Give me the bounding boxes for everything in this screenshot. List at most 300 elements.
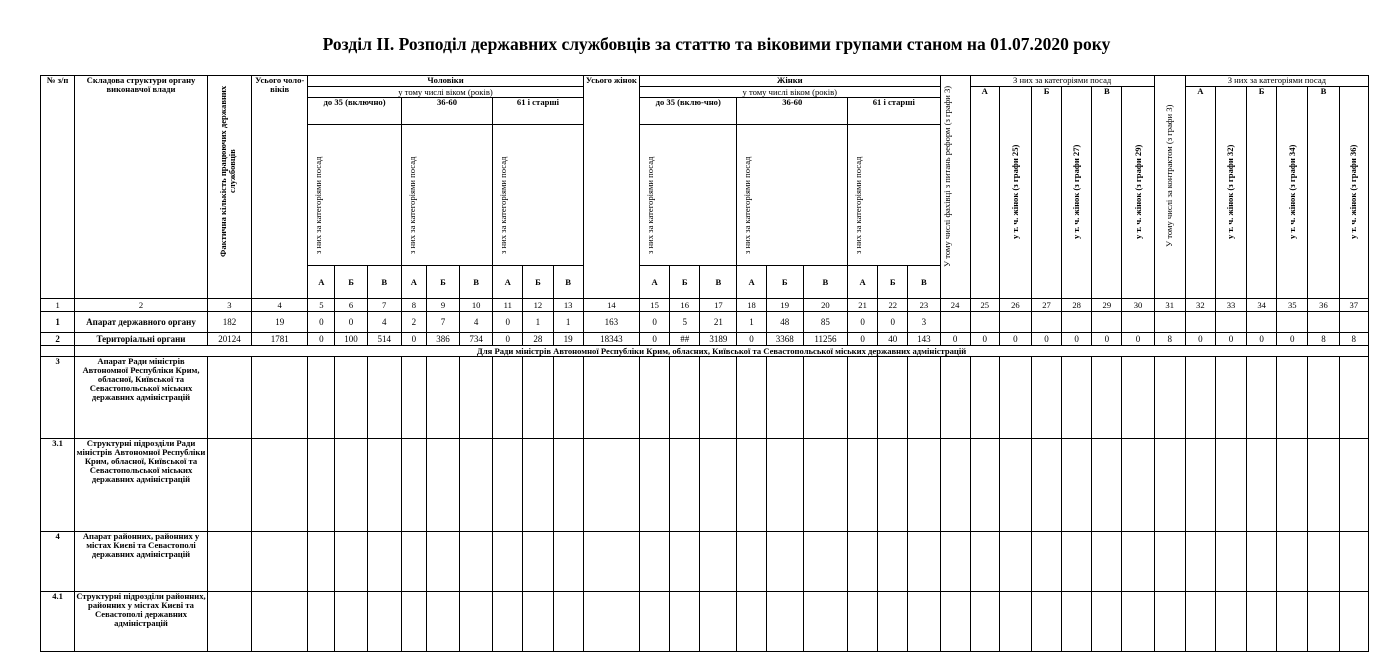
- empty-cell: [1154, 357, 1185, 439]
- empty-cell: [1308, 439, 1339, 532]
- empty-cell: [737, 532, 766, 592]
- empty-cell: [803, 439, 847, 532]
- data-cell: [940, 312, 970, 333]
- empty-cell: [335, 439, 367, 532]
- cat-b: Б: [670, 266, 700, 299]
- empty-cell: [970, 439, 999, 532]
- section-title: Для Ради міністрів Автономної Республіки Крим, обласних, Київської та Севастопольської міських державних адміністрацій: [75, 346, 1369, 357]
- row-num: 1: [41, 312, 75, 333]
- incl-women-36: у т. ч. жінок (з графи 36): [1339, 87, 1368, 299]
- data-cell: [1092, 312, 1122, 333]
- cat-b: Б: [878, 266, 908, 299]
- header-num: № з/п: [41, 76, 75, 299]
- col-num: 14: [583, 299, 639, 312]
- incl-women-27: у т. ч. жінок (з графи 27): [1062, 87, 1092, 299]
- data-cell: 8: [1308, 333, 1339, 346]
- empty-cell: [252, 357, 308, 439]
- data-cell: 3189: [700, 333, 737, 346]
- empty-cell: [308, 592, 335, 652]
- empty-cell: [426, 592, 459, 652]
- empty-cell: [426, 357, 459, 439]
- data-cell: 386: [426, 333, 459, 346]
- empty-cell: [940, 357, 970, 439]
- data-cell: 0: [1122, 333, 1154, 346]
- empty-cell: [401, 592, 426, 652]
- empty-cell: [999, 439, 1031, 532]
- data-cell: 0: [999, 333, 1031, 346]
- data-cell: [1277, 312, 1308, 333]
- empty-cell: [252, 532, 308, 592]
- empty-cell: [1247, 357, 1277, 439]
- empty-cell: [908, 592, 940, 652]
- empty-cell: [940, 532, 970, 592]
- empty-cell: [252, 439, 308, 532]
- empty-cell: [401, 532, 426, 592]
- empty-cell: [583, 439, 639, 532]
- header-women: Жінки: [640, 76, 941, 87]
- empty-cell: [207, 532, 251, 592]
- row-name: Апарат районних, районних у містах Києві та Севастополі державних адміністрацій: [75, 532, 208, 592]
- header-reform-specialists: У тому числі фахівці з питань реформ (з графи 3): [940, 76, 970, 299]
- empty-cell: [460, 439, 493, 532]
- empty-cell: [700, 439, 737, 532]
- empty-cell: [766, 532, 803, 592]
- empty-cell: [207, 357, 251, 439]
- empty-cell: [1277, 592, 1308, 652]
- empty-cell: [553, 592, 583, 652]
- men-36-60-categories: з них за категоріями посад: [401, 125, 492, 266]
- empty-cell: [583, 357, 639, 439]
- col-num: 35: [1277, 299, 1308, 312]
- staff-distribution-table: [40, 75, 1369, 652]
- empty-cell: [1031, 439, 1061, 532]
- empty-cell: [1308, 592, 1339, 652]
- col-num: 28: [1062, 299, 1092, 312]
- col-num: 24: [940, 299, 970, 312]
- empty-cell: [1215, 357, 1246, 439]
- empty-cell: [1154, 439, 1185, 532]
- empty-cell: [335, 532, 367, 592]
- data-cell: 48: [766, 312, 803, 333]
- empty-cell: [848, 592, 878, 652]
- empty-cell: [1185, 357, 1215, 439]
- empty-cell: [583, 532, 639, 592]
- cat-b-col-34: Б: [1247, 87, 1277, 299]
- data-cell: 143: [908, 333, 940, 346]
- empty-cell: [848, 357, 878, 439]
- data-cell: 0: [1092, 333, 1122, 346]
- empty-cell: [1215, 439, 1246, 532]
- empty-cell: [970, 592, 999, 652]
- col-num: 15: [640, 299, 670, 312]
- col-num: 31: [1154, 299, 1185, 312]
- col-num: 36: [1308, 299, 1339, 312]
- cat-a: А: [640, 266, 670, 299]
- empty-cell: [523, 439, 553, 532]
- cat-a: А: [401, 266, 426, 299]
- empty-cell: [1215, 532, 1246, 592]
- row-num: 3.1: [41, 439, 75, 532]
- col-num: 16: [670, 299, 700, 312]
- data-cell: 7: [426, 312, 459, 333]
- men-age-35: до 35 (включно): [308, 98, 401, 125]
- data-cell: 40: [878, 333, 908, 346]
- section-spacer: [41, 346, 75, 357]
- col-num: 13: [553, 299, 583, 312]
- empty-cell: [737, 439, 766, 532]
- row-num: 2: [41, 333, 75, 346]
- empty-cell: [553, 439, 583, 532]
- empty-cell: [1122, 357, 1154, 439]
- data-cell: 11256: [803, 333, 847, 346]
- col-num: 26: [999, 299, 1031, 312]
- empty-cell: [1277, 357, 1308, 439]
- empty-cell: [848, 439, 878, 532]
- empty-cell: [1092, 592, 1122, 652]
- cat-v-col-36: В: [1308, 87, 1339, 299]
- empty-cell: [670, 532, 700, 592]
- table-row: [41, 357, 1369, 439]
- empty-cell: [1247, 532, 1277, 592]
- empty-cell: [1215, 592, 1246, 652]
- table-row: [41, 532, 1369, 592]
- col-num: 30: [1122, 299, 1154, 312]
- empty-cell: [1154, 592, 1185, 652]
- col-num: 7: [367, 299, 401, 312]
- header-actual-count: Фактична кількість працюючих державних службовців: [207, 76, 251, 299]
- empty-cell: [1185, 532, 1215, 592]
- cat-a-col-25: А: [970, 87, 999, 299]
- cat-b: Б: [766, 266, 803, 299]
- empty-cell: [335, 357, 367, 439]
- data-cell: 0: [940, 333, 970, 346]
- empty-cell: [493, 592, 523, 652]
- data-cell: [1247, 312, 1277, 333]
- empty-cell: [1122, 532, 1154, 592]
- empty-cell: [1185, 439, 1215, 532]
- empty-cell: [367, 439, 401, 532]
- empty-cell: [878, 532, 908, 592]
- empty-cell: [940, 592, 970, 652]
- empty-cell: [999, 532, 1031, 592]
- data-cell: 19: [553, 333, 583, 346]
- empty-cell: [1339, 357, 1368, 439]
- header-structure: Складова структури органу виконавчої влади: [75, 76, 208, 299]
- data-cell: 0: [1215, 333, 1246, 346]
- col-num: 19: [766, 299, 803, 312]
- data-cell: [1122, 312, 1154, 333]
- data-cell: 182: [207, 312, 251, 333]
- data-cell: 0: [493, 333, 523, 346]
- empty-cell: [460, 592, 493, 652]
- empty-cell: [766, 439, 803, 532]
- empty-cell: [1062, 532, 1092, 592]
- data-cell: 0: [640, 312, 670, 333]
- empty-cell: [1031, 532, 1061, 592]
- row-name: Апарат Ради міністрів Автономної Республіки Крим, обласної, Київської та Севастопольської міських державних адміністрацій: [75, 357, 208, 439]
- data-cell: 85: [803, 312, 847, 333]
- table-row: [41, 333, 1369, 346]
- data-cell: 0: [1185, 333, 1215, 346]
- empty-cell: [803, 357, 847, 439]
- empty-cell: [460, 532, 493, 592]
- data-cell: [1031, 312, 1061, 333]
- data-cell: 0: [970, 333, 999, 346]
- data-cell: [1215, 312, 1246, 333]
- empty-cell: [640, 532, 670, 592]
- col-num: 20: [803, 299, 847, 312]
- incl-women-34: у т. ч. жінок (з графи 34): [1277, 87, 1308, 299]
- cat-v: В: [803, 266, 847, 299]
- incl-women-32: у т. ч. жінок (з графи 32): [1215, 87, 1246, 299]
- row-name: Структурні підрозділи Ради міністрів Автономної Республіки Крим, обласної, Київської та Севастопольської міських державних адміністрацій: [75, 439, 208, 532]
- col-num: 11: [493, 299, 523, 312]
- row-num: 3: [41, 357, 75, 439]
- page-title: Розділ ІІ. Розподіл державних службовців за статтю та віковими групами станом на 01.07.2020 року: [322, 34, 1111, 54]
- table-row: [41, 592, 1369, 652]
- empty-cell: [426, 532, 459, 592]
- empty-cell: [999, 592, 1031, 652]
- col-num: 12: [523, 299, 553, 312]
- empty-cell: [308, 357, 335, 439]
- cat-v: В: [367, 266, 401, 299]
- data-cell: 28: [523, 333, 553, 346]
- data-cell: 20124: [207, 333, 251, 346]
- header-categories-1: З них за категоріями посад: [970, 76, 1154, 87]
- empty-cell: [640, 439, 670, 532]
- col-num: 37: [1339, 299, 1368, 312]
- empty-cell: [803, 532, 847, 592]
- empty-cell: [878, 592, 908, 652]
- empty-cell: [1062, 592, 1092, 652]
- women-35-categories: з них за категоріями посад: [640, 125, 737, 266]
- col-num: 2: [75, 299, 208, 312]
- cat-v: В: [908, 266, 940, 299]
- empty-cell: [878, 439, 908, 532]
- empty-cell: [700, 357, 737, 439]
- table-row: [41, 312, 1369, 333]
- data-cell: 163: [583, 312, 639, 333]
- empty-cell: [1154, 532, 1185, 592]
- empty-cell: [999, 357, 1031, 439]
- empty-cell: [1092, 439, 1122, 532]
- empty-cell: [670, 592, 700, 652]
- cat-a-col-32: А: [1185, 87, 1215, 299]
- data-cell: 0: [401, 333, 426, 346]
- empty-cell: [766, 592, 803, 652]
- women-age-36-60: 36-60: [737, 98, 848, 125]
- col-num: 17: [700, 299, 737, 312]
- data-cell: 3: [908, 312, 940, 333]
- empty-cell: [1062, 439, 1092, 532]
- empty-cell: [1031, 357, 1061, 439]
- data-cell: 0: [737, 333, 766, 346]
- header-men: Чоловіки: [308, 76, 583, 87]
- empty-cell: [367, 532, 401, 592]
- empty-cell: [493, 357, 523, 439]
- data-cell: 2: [401, 312, 426, 333]
- empty-cell: [308, 439, 335, 532]
- data-cell: [1339, 312, 1368, 333]
- header-men-incl-age: у тому числі віком (років): [308, 87, 583, 98]
- empty-cell: [670, 357, 700, 439]
- empty-cell: [737, 592, 766, 652]
- incl-women-25: у т. ч. жінок (з графи 25): [999, 87, 1031, 299]
- cat-v: В: [460, 266, 493, 299]
- data-cell: 0: [640, 333, 670, 346]
- empty-cell: [737, 357, 766, 439]
- col-num: 33: [1215, 299, 1246, 312]
- data-cell: 1: [737, 312, 766, 333]
- data-cell: 100: [335, 333, 367, 346]
- header-total-women: Усього жінок: [583, 76, 639, 299]
- data-cell: [1154, 312, 1185, 333]
- empty-cell: [401, 439, 426, 532]
- data-cell: 0: [335, 312, 367, 333]
- col-num: 29: [1092, 299, 1122, 312]
- empty-cell: [1247, 592, 1277, 652]
- empty-cell: [1247, 439, 1277, 532]
- men-age-61: 61 і старші: [493, 98, 584, 125]
- data-cell: 0: [308, 333, 335, 346]
- cat-v-col-29: В: [1092, 87, 1122, 299]
- cat-a: А: [308, 266, 335, 299]
- col-num: 6: [335, 299, 367, 312]
- data-cell: 0: [848, 312, 878, 333]
- col-num: 5: [308, 299, 335, 312]
- empty-cell: [207, 592, 251, 652]
- data-cell: 0: [878, 312, 908, 333]
- header-categories-2: З них за категоріями посад: [1185, 76, 1368, 87]
- col-num: 22: [878, 299, 908, 312]
- empty-cell: [970, 532, 999, 592]
- empty-cell: [1339, 592, 1368, 652]
- data-cell: 0: [493, 312, 523, 333]
- empty-cell: [848, 532, 878, 592]
- col-num: 23: [908, 299, 940, 312]
- row-name: Структурні підрозділи районних, районних у містах Києві та Севастополі державних адміністрацій: [75, 592, 208, 652]
- empty-cell: [207, 439, 251, 532]
- data-cell: 1: [553, 312, 583, 333]
- row-name: Територіальні органи: [75, 333, 208, 346]
- empty-cell: [700, 532, 737, 592]
- cat-b-col-27: Б: [1031, 87, 1061, 299]
- data-cell: 514: [367, 333, 401, 346]
- empty-cell: [493, 532, 523, 592]
- empty-cell: [640, 357, 670, 439]
- cat-v: В: [553, 266, 583, 299]
- empty-cell: [1339, 532, 1368, 592]
- data-cell: 3368: [766, 333, 803, 346]
- empty-cell: [803, 592, 847, 652]
- empty-cell: [1062, 357, 1092, 439]
- data-cell: 8: [1339, 333, 1368, 346]
- empty-cell: [940, 439, 970, 532]
- cat-b: Б: [426, 266, 459, 299]
- column-numbers-row: [41, 299, 1369, 312]
- empty-cell: [970, 357, 999, 439]
- data-cell: 0: [1062, 333, 1092, 346]
- data-cell: [1062, 312, 1092, 333]
- row-name: Апарат державного органу: [75, 312, 208, 333]
- cat-a: А: [493, 266, 523, 299]
- row-num: 4.1: [41, 592, 75, 652]
- empty-cell: [553, 357, 583, 439]
- empty-cell: [878, 357, 908, 439]
- empty-cell: [766, 357, 803, 439]
- empty-cell: [670, 439, 700, 532]
- empty-cell: [583, 592, 639, 652]
- data-cell: 1: [523, 312, 553, 333]
- empty-cell: [700, 592, 737, 652]
- data-cell: 8: [1154, 333, 1185, 346]
- header-women-incl-age: у тому числі віком (років): [640, 87, 941, 98]
- table-row: [41, 439, 1369, 532]
- empty-cell: [1308, 532, 1339, 592]
- women-61-categories: з них за категоріями посад: [848, 125, 941, 266]
- empty-cell: [1339, 439, 1368, 532]
- data-cell: 4: [367, 312, 401, 333]
- data-cell: [1308, 312, 1339, 333]
- data-cell: ##: [670, 333, 700, 346]
- data-cell: 18343: [583, 333, 639, 346]
- data-cell: 0: [848, 333, 878, 346]
- col-num: 25: [970, 299, 999, 312]
- cat-v: В: [700, 266, 737, 299]
- data-cell: [1185, 312, 1215, 333]
- empty-cell: [367, 592, 401, 652]
- cat-b: Б: [523, 266, 553, 299]
- empty-cell: [1122, 439, 1154, 532]
- empty-cell: [1092, 532, 1122, 592]
- col-num: 1: [41, 299, 75, 312]
- cat-a: А: [737, 266, 766, 299]
- data-cell: 0: [1277, 333, 1308, 346]
- men-age-36-60: 36-60: [401, 98, 492, 125]
- empty-cell: [335, 592, 367, 652]
- data-cell: 1781: [252, 333, 308, 346]
- data-cell: 0: [308, 312, 335, 333]
- incl-women-29: у т. ч. жінок (з графи 29): [1122, 87, 1154, 299]
- empty-cell: [1122, 592, 1154, 652]
- col-num: 34: [1247, 299, 1277, 312]
- col-num: 3: [207, 299, 251, 312]
- empty-cell: [1277, 439, 1308, 532]
- data-cell: 734: [460, 333, 493, 346]
- empty-cell: [1185, 592, 1215, 652]
- col-num: 32: [1185, 299, 1215, 312]
- men-61-categories: з них за категоріями посад: [493, 125, 584, 266]
- data-cell: [970, 312, 999, 333]
- empty-cell: [1308, 357, 1339, 439]
- empty-cell: [523, 357, 553, 439]
- empty-cell: [1031, 592, 1061, 652]
- men-35-categories: з них за категоріями посад: [308, 125, 401, 266]
- empty-cell: [367, 357, 401, 439]
- header-contract: У тому числі за контрактом (з графи 3): [1154, 76, 1185, 299]
- empty-cell: [640, 592, 670, 652]
- empty-cell: [426, 439, 459, 532]
- header-total-men: Усього чоло-віків: [252, 76, 308, 299]
- empty-cell: [908, 439, 940, 532]
- empty-cell: [252, 592, 308, 652]
- data-cell: 0: [1247, 333, 1277, 346]
- data-cell: 19: [252, 312, 308, 333]
- data-cell: 4: [460, 312, 493, 333]
- col-num: 9: [426, 299, 459, 312]
- data-cell: 21: [700, 312, 737, 333]
- empty-cell: [908, 357, 940, 439]
